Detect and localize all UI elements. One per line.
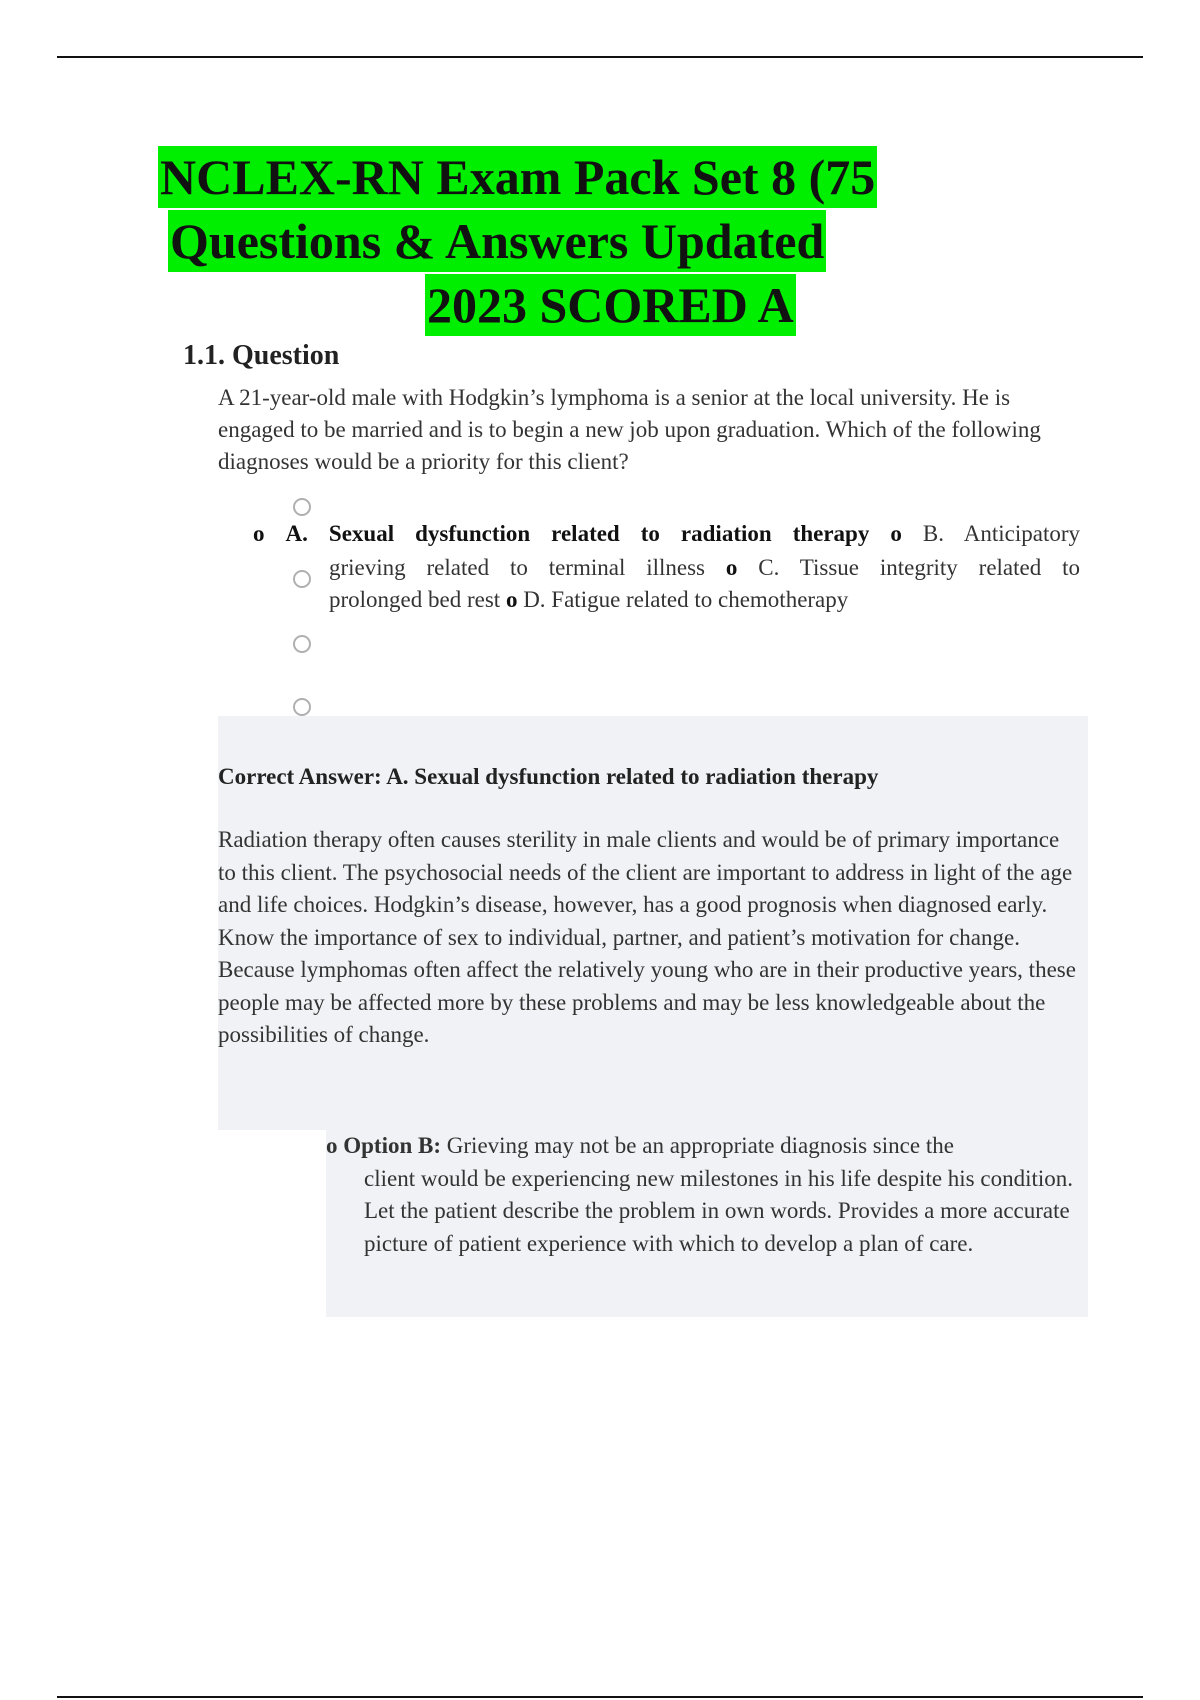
option-a-label: A. Sexual dysfunction related to radiation therapy: [285, 521, 870, 546]
option-c-label-start: C. Tissue integrity related to: [758, 555, 1080, 580]
document-title-line-1: NCLEX-RN Exam Pack Set 8 (75: [158, 146, 877, 208]
document-title-line-2: Questions & Answers Updated: [168, 210, 826, 272]
document-title-line-3: 2023 SCORED A: [425, 274, 796, 336]
option-b-explanation-first-line: Grieving may not be an appropriate diagnosis since the: [446, 1133, 954, 1158]
option-b-first-line: [326, 1130, 1086, 1163]
correct-answer-heading: Correct Answer: A. Sexual dysfunction related to radiation therapy: [218, 764, 879, 789]
options-line-2: [329, 552, 1080, 584]
option-d-label: D. Fatigue related to chemotherapy: [523, 587, 849, 612]
option-b-explanation-rest: client would be experiencing new milestones in his life despite his condition. Let the patient describe the problem in own words. Provides a more accurate picture of patient experience with which to develop a plan of care.: [364, 1165, 1074, 1256]
option-bullet-d: o: [505, 587, 518, 612]
question-text: A 21-year-old male with Hodgkin’s lymphoma is a senior at the local university. He is engaged to be married and is to begin a new job upon graduation. Which of the following diagnoses would be a priority for this client?: [218, 385, 1041, 474]
option-c-label-end: prolonged bed rest: [329, 587, 501, 612]
option-radio-a[interactable]: [293, 498, 311, 516]
option-b-explanation: [326, 1130, 1086, 1260]
question-heading: 1.1. Question: [183, 340, 340, 371]
top-rule: [57, 56, 1143, 58]
option-b-label-start: B. Anticipatory: [922, 521, 1081, 546]
answer-rationale: Radiation therapy often causes sterility in male clients and would be of primary importance to this client. The psychosocial needs of the client are important to address in light of the age and life choices. Hodgkin’s disease, however, has a good prognosis when diagnosed early. Know the importance of sex to individual, partner, and patient’s motivation for change. Because lymphomas often affect the relatively young who are in their productive years, these people may be affected more by these problems and may be less knowledgeable about the possibilities of change.: [218, 827, 1076, 1047]
option-b-label-end: grieving related to terminal illness: [329, 555, 705, 580]
option-b-bullet: o: [326, 1133, 338, 1158]
option-bullet-c: o: [725, 555, 738, 580]
option-bullet-b: o: [890, 521, 902, 546]
options-line-1: [253, 518, 1080, 550]
option-radio-c[interactable]: [293, 635, 311, 653]
option-b-explanation-label: Option B:: [343, 1133, 442, 1158]
option-radio-d[interactable]: [293, 698, 311, 716]
option-bullet-a: o: [253, 521, 265, 546]
option-radio-b[interactable]: [293, 570, 311, 588]
bottom-rule: [57, 1696, 1143, 1698]
options-line-3: [329, 584, 848, 616]
